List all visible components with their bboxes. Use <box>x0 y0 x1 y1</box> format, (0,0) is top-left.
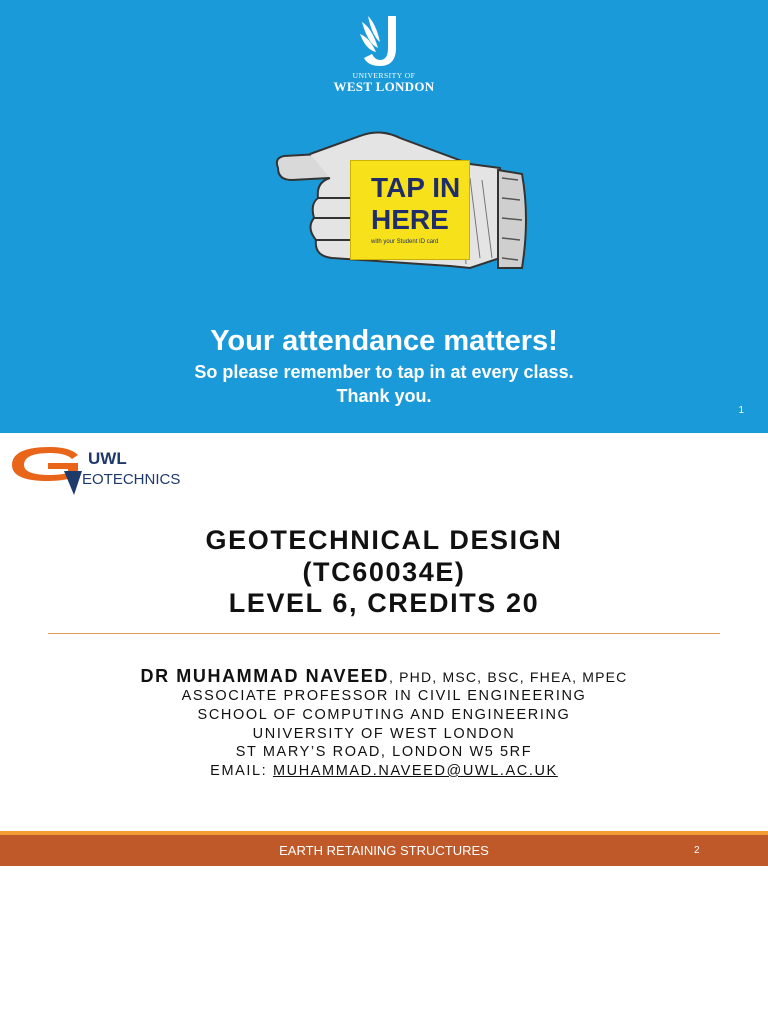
title-slide <box>0 433 768 866</box>
uwl-shield-icon <box>358 14 410 68</box>
attendance-line-1: So please remember to tap in at every class. <box>194 362 574 382</box>
footer-title: EARTH RETAINING STRUCTURES <box>279 843 489 858</box>
slide-1-page-number: 1 <box>738 405 744 416</box>
author-email-line <box>0 763 768 779</box>
author-university: UNIVERSITY OF WEST LONDON <box>252 726 516 742</box>
author-degrees: , PHD, MSC, BSC, FHEA, MPEC <box>388 669 628 685</box>
slide-2-page-number: 2 <box>694 845 700 856</box>
attendance-line-2: Thank you. <box>336 386 432 406</box>
uwl-geotechnics-logo <box>8 441 181 499</box>
uwl-logo-line1: UNIVERSITY OF <box>352 71 416 80</box>
tap-card-line1: TAP IN <box>371 172 461 203</box>
slide-footer <box>0 835 768 866</box>
geotechnics-logo-uwl: UWL <box>88 449 127 468</box>
geotechnics-logo-text: EOTECHNICS <box>82 471 181 488</box>
email-link[interactable]: MUHAMMAD.NAVEED@UWL.AC.UK <box>272 763 558 779</box>
uwl-logo <box>320 14 448 100</box>
title-divider <box>48 633 720 634</box>
author-line <box>0 666 768 687</box>
author-school: SCHOOL OF COMPUTING AND ENGINEERING <box>197 707 571 723</box>
author-name: DR MUHAMMAD NAVEED <box>140 666 389 686</box>
course-title-line-2: (TC60034E) <box>302 557 466 587</box>
email-label: EMAIL: <box>210 763 273 779</box>
tap-in-card <box>350 160 470 260</box>
attendance-slide <box>0 0 768 433</box>
tap-card-subtext: with your Student ID card <box>371 239 439 245</box>
author-address: ST MARY’S ROAD, LONDON W5 5RF <box>235 744 533 760</box>
course-title-line-3: LEVEL 6, CREDITS 20 <box>228 588 540 618</box>
author-role: ASSOCIATE PROFESSOR IN CIVIL ENGINEERING <box>181 688 587 704</box>
attendance-title: Your attendance matters! <box>210 325 558 357</box>
course-title-line-1: GEOTECHNICAL DESIGN <box>205 525 563 555</box>
uwl-logo-line2: WEST LONDON <box>333 79 435 94</box>
tap-card-line2: HERE <box>371 204 449 235</box>
